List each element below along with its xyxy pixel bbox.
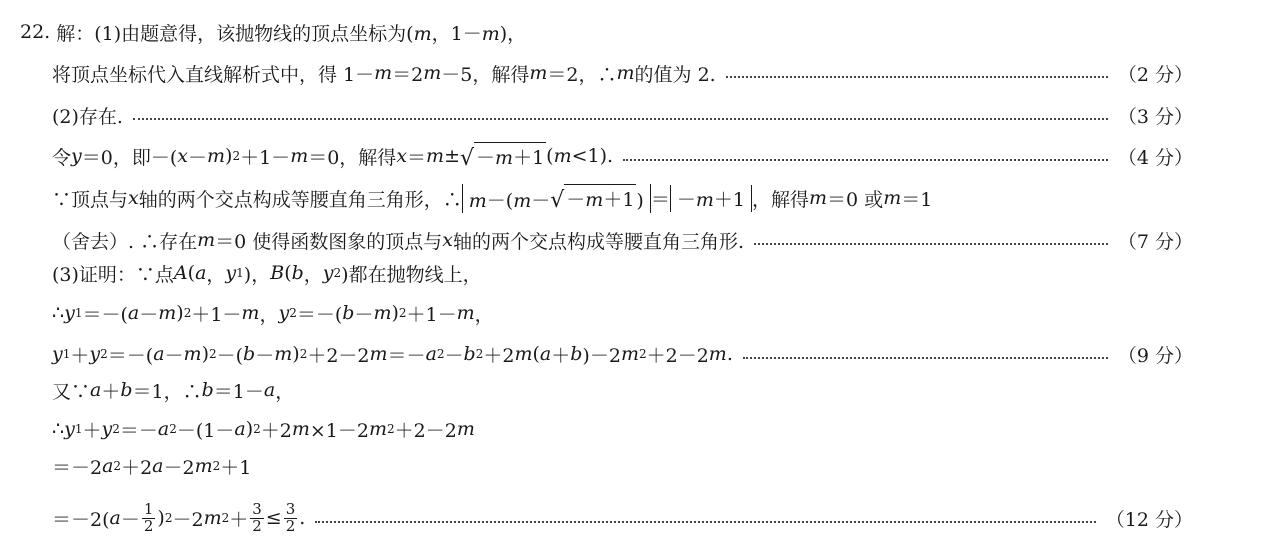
solution-line-11 xyxy=(0,409,1261,449)
solution-line-1 xyxy=(0,12,1261,52)
solution-line-12 xyxy=(0,446,1261,486)
dot-leader xyxy=(726,76,1108,78)
problem-number: 22. xyxy=(20,21,51,43)
solution-line-13 xyxy=(0,498,1261,538)
solution-line-3 xyxy=(0,95,1261,135)
dot-leader xyxy=(133,118,1108,120)
score-label: （3 分） xyxy=(1117,105,1193,128)
score-label: （2 分） xyxy=(1117,63,1193,86)
solution-line-3-text: (2)存在. xyxy=(52,105,123,128)
solution-line-6-text: （舍去）. ∴存在 m ＝0 使得函数图象的顶点与 x 轴的两个交点构成等腰直角三角形. xyxy=(52,229,745,253)
solution-line-10-text: 又∵ a ＋ b ＝1，∴ b ＝1－ a ， xyxy=(52,379,295,403)
dot-leader xyxy=(743,357,1108,359)
score-label: （9 分） xyxy=(1117,344,1193,367)
solution-line-9-text: y 1 ＋ y 2 ＝－( a － m ) 2 －( b － m ) 2 ＋2－2 m ＝－ a 2 － b 2 ＋2 m ( a ＋ b )－2 m 2 ＋2－2 m . xyxy=(52,343,733,367)
fraction: $\frac{3}{2}$ xyxy=(252,499,262,535)
solution-line-10 xyxy=(0,370,1261,410)
dot-leader xyxy=(623,159,1108,161)
solution-line-4-text: 令 y ＝0，即－( x － m ) 2 ＋1－ m ＝0，解得 x ＝ m ± √ －m＋1 ( m <1). xyxy=(52,142,613,170)
fraction: $\frac{1}{2}$ xyxy=(143,499,154,535)
solution-line-2-text: 将顶点坐标代入直线解析式中，得 1－ m ＝2 m －5，解得 m ＝2，∴ m 的值为 2. xyxy=(52,62,716,86)
solution-line-12-text: ＝－2 a 2 ＋2 a －2 m 2 ＋1 xyxy=(52,455,252,479)
solution-line-1-text: 22. 解：(1)由题意得，该抛物线的顶点坐标为(m，1－m)， xyxy=(20,21,527,45)
dot-leader xyxy=(754,243,1108,245)
solution-line-2 xyxy=(0,53,1261,93)
solution-line-5-text: ∵顶点与 x 轴的两个交点构成等腰直角三角形，∴ m－(m－ √ －m＋1 ) ＝ －m＋1 ，解得 m ＝0 或 m ＝1 xyxy=(52,184,932,213)
solution-line-8-text: ∴ y 1 ＝－( a － m ) 2 ＋1－ m ， y 2 ＝－( b － m ) 2 ＋1－ m ， xyxy=(52,302,494,326)
solution-line-7-text: (3)证明：∵点 A ( a ， y 1 )， B ( b ， y 2 )都在抛物线上， xyxy=(52,262,482,286)
solution-line-8 xyxy=(0,293,1261,333)
score-label: （4 分） xyxy=(1117,146,1193,169)
score-label: （12 分） xyxy=(1105,508,1193,531)
fraction: $\frac{3}{2}$ xyxy=(285,499,296,535)
score-label: （7 分） xyxy=(1117,230,1193,253)
square-root: √ －m＋1 xyxy=(460,142,546,170)
solution-line-4 xyxy=(0,136,1261,176)
absolute-value: －m＋1 xyxy=(670,185,752,212)
solution-line-9 xyxy=(0,334,1261,374)
solution-line-7 xyxy=(0,253,1261,293)
solution-line-13-text: ＝－2( a － $\frac{1}{2}$ ) 2 －2 m 2 ＋ $\frac{3}{2}$ ≤ $\frac{3}{2}$ . xyxy=(52,499,306,535)
absolute-value: m－(m－ √ －m＋1 ) xyxy=(462,184,651,213)
solution-line-11-text: ∴ y 1 ＋ y 2 ＝－ a 2 －(1－ a ) 2 ＋2 m ×1－2 m 2 ＋2－2 m xyxy=(52,418,475,442)
solution-line-5 xyxy=(0,178,1261,218)
dot-leader xyxy=(315,521,1095,523)
